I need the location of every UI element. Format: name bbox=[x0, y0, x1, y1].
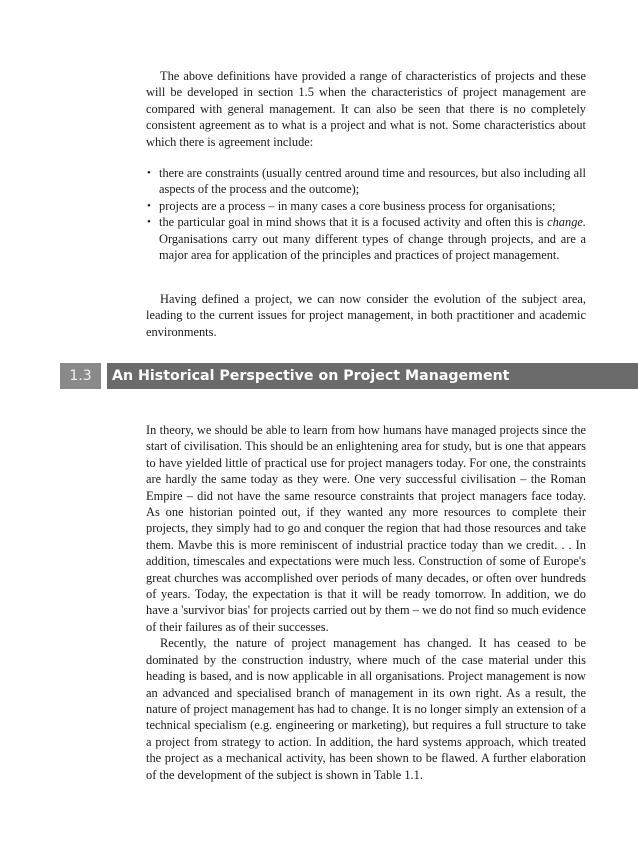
list-item-text: there are constraints (usually centred around time and resources, but also including all aspects of the process and the outcome); bbox=[159, 166, 586, 197]
list-item-emphasis: change. bbox=[547, 215, 586, 230]
list-item bbox=[146, 165, 586, 198]
list-item bbox=[146, 198, 586, 214]
intro-paragraph bbox=[146, 68, 586, 150]
intro-paragraph-text: The above definitions have provided a range of characteristics of projects and these will be developed in section 1.5 when the characteristics of project management are compared with general management. It can also be seen that there is no completely consistent agreement as to what is a project and what is not. Some characteristics about which there is agreement include: bbox=[146, 69, 586, 149]
section-number: 1.3 bbox=[60, 363, 101, 389]
section-title: An Historical Perspective on Project Management bbox=[112, 368, 510, 384]
list-item-text-before: the particular goal in mind shows that it is a focused activity and often this is bbox=[159, 215, 548, 230]
bullet-marker: • bbox=[147, 216, 151, 229]
body-paragraph: Recently, the nature of project management has changed. It has ceased to be dominated by the construction industry, where much of the case material under this heading is based, and is now applicable in all organisations. Project management is now an advanced and specialised branch of management in its own right. As a result, the nature of project management has had to change. It is no longer simply an extension of a technical specialism (e.g. engineering or marketing), but requires a full structure to take a project from strategy to action. In addition, the hard systems approach, which treated the project as a mechanical activity, has been shown to be flawed. A further elaboration of the development of the subject is shown in Table 1.1. bbox=[146, 636, 586, 782]
section-heading-bar bbox=[60, 363, 638, 389]
bullet-marker: • bbox=[147, 199, 151, 212]
characteristics-list bbox=[146, 165, 586, 263]
section-body bbox=[146, 422, 586, 783]
body-paragraph: In theory, we should be able to learn from how humans have managed projects since the start of civilisation. This should be an enlightening area for study, but is one that appears to have yielded little of practical use for project managers today. For one, the constraints are hardly the same today as they were. One very successful civilisation – the Roman Empire – did not have the same resource constraints that project managers face today. As one historian pointed out, if they wanted any more resources to complete their projects, they simply had to go and conquer the region that had those resources and take them. Mavbe this is more reminiscent of industrial practice today than we credit. . . In addition, timescales and expectations were much less. Construction of some of Europe's great churches was accomplished over periods of many decades, or often over hundreds of years. Today, the expectation is that it will be ready tomorrow. In addition, we do have a 'survivor bias' for projects carried out by them – we do not find so much evidence of their failures as of their successes. bbox=[146, 423, 586, 634]
list-item-text: projects are a process – in many cases a core business process for organisations; bbox=[159, 198, 556, 213]
list-item bbox=[146, 214, 586, 263]
transition-paragraph-text: Having defined a project, we can now consider the evolution of the subject area, leading to the current issues for project management, in both practitioner and academic environments. bbox=[146, 292, 586, 339]
list-item-text-after: Organisations carry out many different types of change through projects, and are a major area for application of the principles and practices of project management. bbox=[159, 231, 586, 263]
bullet-marker: • bbox=[147, 167, 151, 179]
transition-paragraph bbox=[146, 291, 586, 340]
section-divider bbox=[101, 363, 107, 389]
